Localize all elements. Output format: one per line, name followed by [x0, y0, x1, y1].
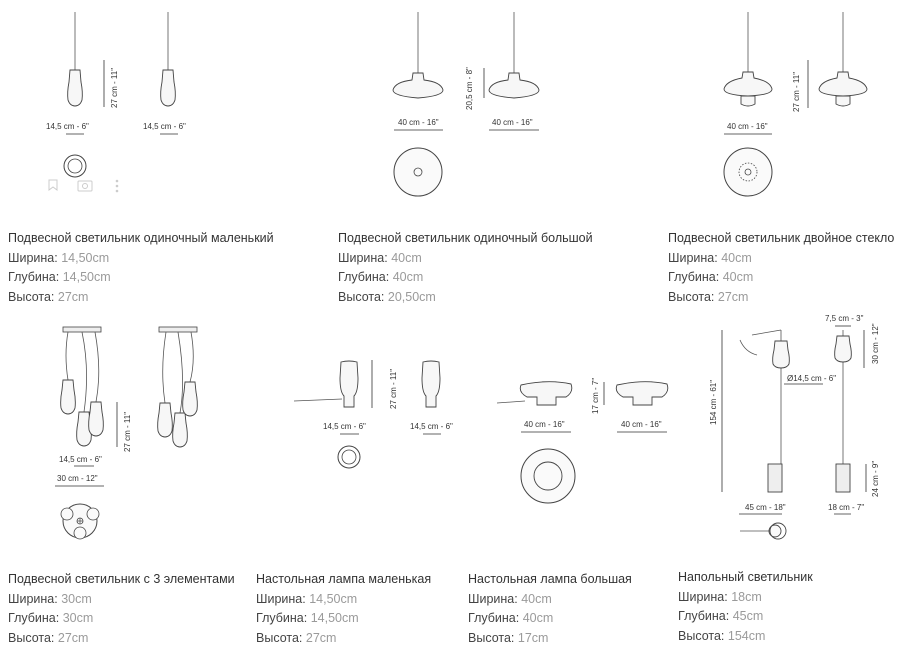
dim-p4-width-element: 14,5 cm - 6": [59, 455, 102, 464]
depth-label: Глубина:: [338, 270, 390, 284]
product-specs-pendant-triple: [8, 570, 235, 648]
height-label: Высота:: [256, 630, 303, 645]
depth-label: Глубина:: [8, 270, 60, 284]
depth-value: 40cm: [392, 270, 424, 284]
depth-value: 30cm: [62, 611, 94, 625]
dim-p3-height: 27 cm - 11": [792, 71, 801, 112]
product-specs-pendant-small: [8, 229, 274, 307]
dim-p7-shade-width: 7,5 cm - 3": [825, 314, 864, 323]
width-label: Ширина:: [468, 591, 518, 606]
width-label: Ширина:: [8, 591, 58, 606]
product-title: Подвесной светильник с 3 элементами: [8, 572, 235, 586]
dim-p7-diameter: Ø14,5 cm - 6": [787, 374, 837, 383]
dim-p5-width-a: 14,5 cm - 6": [323, 422, 366, 431]
product-specs-pendant-large: [338, 229, 593, 307]
dim-p7-shade-height: 30 cm - 12": [871, 323, 880, 364]
height-label: Высота:: [8, 630, 55, 645]
product-title: Подвесной светильник одиночный маленький: [8, 231, 274, 245]
height-label: Высота:: [468, 630, 515, 645]
drawing-pendant-triple: [55, 327, 197, 539]
width-label: Ширина:: [338, 250, 388, 265]
dim-p3-width: 40 cm - 16": [727, 122, 768, 131]
product-title: Настольная лампа маленькая: [256, 572, 432, 586]
drawing-table-lamp-small: [294, 360, 453, 468]
width-value: 14,50cm: [309, 591, 358, 606]
dim-p5-height: 27 cm - 11": [389, 368, 398, 409]
dim-p1-height: 27 cm - 11": [110, 67, 119, 108]
width-label: Ширина:: [678, 589, 728, 604]
width-label: Ширина:: [256, 591, 306, 606]
depth-value: 14,50cm: [62, 270, 111, 284]
dim-p1-width-a: 14,5 cm - 6": [46, 122, 89, 131]
dim-p5-width-b: 14,5 cm - 6": [410, 422, 453, 431]
dim-p4-height: 27 cm - 11": [123, 411, 132, 452]
product-specs-floor-lamp: [678, 568, 813, 646]
height-value: 27cm: [717, 289, 749, 304]
dim-p2-height: 20,5 cm - 8": [465, 67, 474, 110]
dim-p7-height: 154 cm - 61": [709, 379, 718, 425]
dim-p4-width: 30 cm - 12": [57, 474, 98, 483]
product-specs-pendant-double: [668, 229, 894, 307]
width-value: 40cm: [521, 591, 552, 606]
product-specs-table-lamp-small: [256, 570, 431, 648]
height-value: 154cm: [727, 628, 766, 643]
product-title: Подвесной светильник двойное стекло: [668, 231, 895, 245]
dim-p6-width-b: 40 cm - 16": [621, 420, 662, 429]
width-value: 40cm: [391, 250, 422, 265]
dim-p7-base-height: 24 cm - 9": [871, 460, 880, 497]
dim-p2-width-a: 40 cm - 16": [398, 118, 439, 127]
height-value: 17cm: [517, 630, 549, 645]
dim-p1-width-b: 14,5 cm - 6": [143, 122, 186, 131]
depth-label: Глубина:: [8, 611, 60, 625]
drawing-table-lamp-large: [497, 378, 668, 503]
height-label: Высота:: [8, 289, 55, 304]
dim-p2-width-b: 40 cm - 16": [492, 118, 533, 127]
dim-p7-depth: 45 cm - 18": [745, 503, 786, 512]
product-title: Настольная лампа большая: [468, 572, 632, 586]
height-value: 27cm: [57, 289, 89, 304]
height-value: 27cm: [57, 630, 89, 645]
product-specs-table-lamp-large: [468, 570, 632, 648]
depth-label: Глубина:: [468, 611, 520, 625]
drawing-pendant-large: [393, 12, 539, 196]
product-title: Подвесной светильник одиночный большой: [338, 231, 593, 245]
product-title: Напольный светильник: [678, 570, 813, 584]
width-value: 30cm: [61, 591, 92, 606]
height-label: Высота:: [678, 628, 725, 643]
height-label: Высота:: [338, 289, 385, 304]
dim-p7-width: 18 cm - 7": [828, 503, 865, 512]
width-value: 18cm: [731, 589, 762, 604]
drawing-pendant-double: [724, 12, 867, 196]
height-value: 27cm: [305, 630, 337, 645]
height-value: 20,50cm: [387, 289, 436, 304]
width-value: 14,50cm: [61, 250, 110, 265]
drawing-pendant-small: [46, 12, 186, 192]
width-value: 40cm: [721, 250, 752, 265]
depth-value: 40cm: [722, 270, 754, 284]
depth-value: 40cm: [522, 611, 554, 625]
depth-label: Глубина:: [256, 611, 308, 625]
dim-p6-width-a: 40 cm - 16": [524, 420, 565, 429]
overlay-icons: [49, 180, 118, 192]
height-label: Высота:: [668, 289, 715, 304]
depth-label: Глубина:: [668, 270, 720, 284]
depth-value: 45cm: [732, 609, 764, 623]
drawing-floor-lamp: [709, 314, 880, 539]
depth-value: 14,50cm: [310, 611, 359, 625]
depth-label: Глубина:: [678, 609, 730, 623]
dim-p6-height: 17 cm - 7": [591, 377, 600, 414]
width-label: Ширина:: [668, 250, 718, 265]
width-label: Ширина:: [8, 250, 58, 265]
